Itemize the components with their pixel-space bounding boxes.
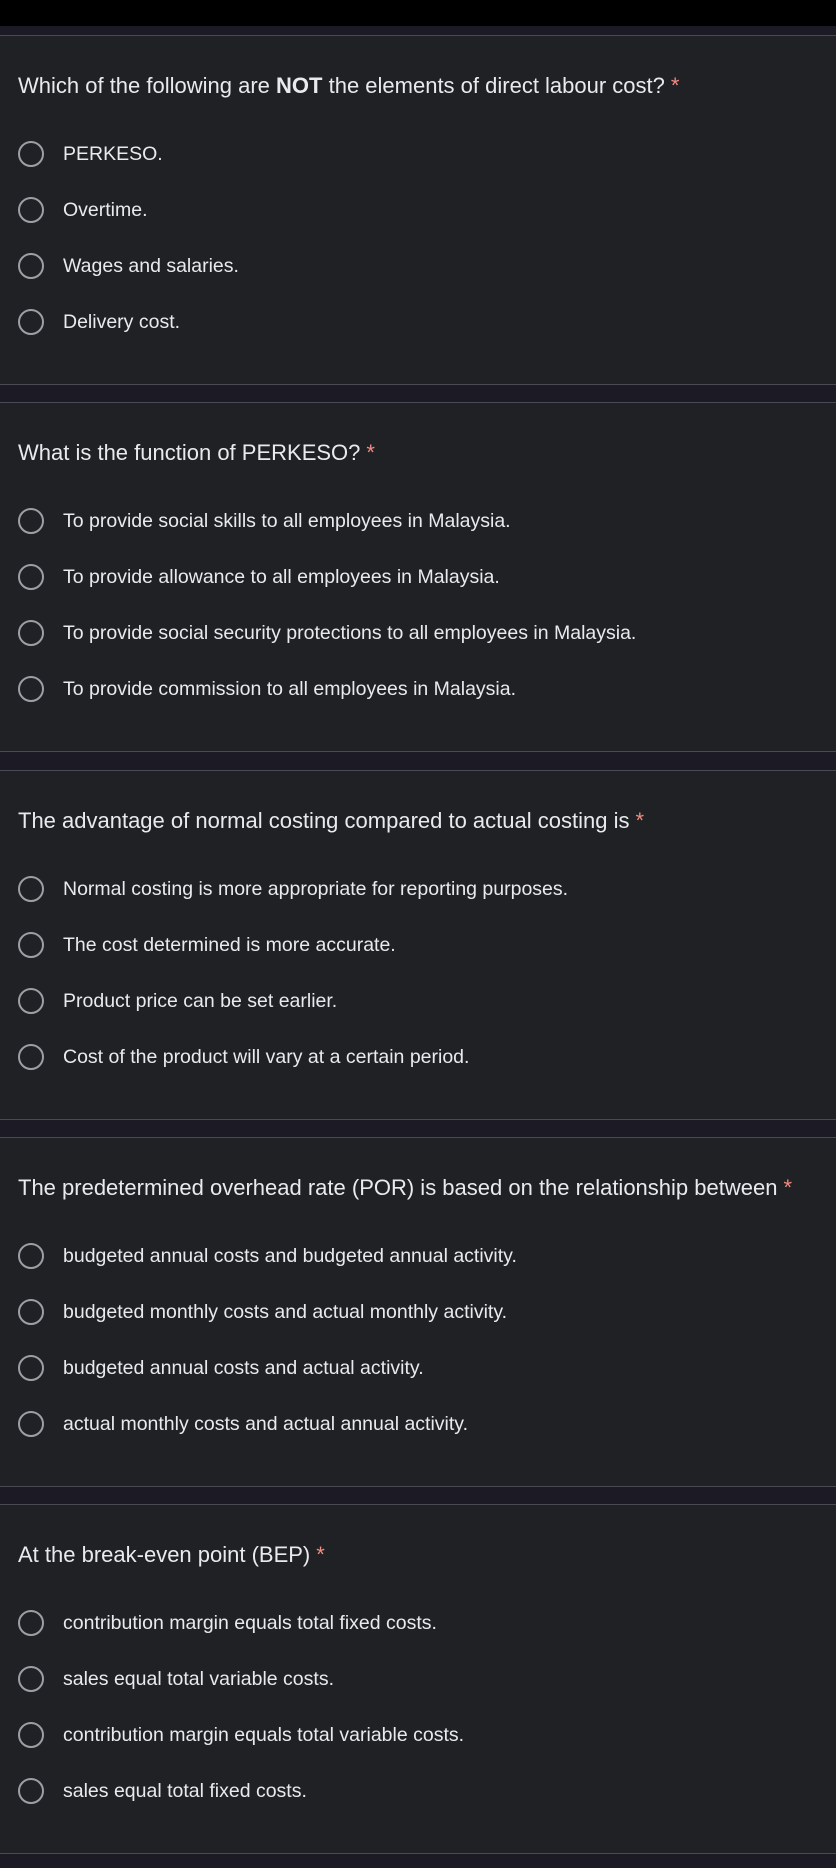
question-title: The predetermined overhead rate (POR) is based on the relationship between * (18, 1175, 793, 1200)
question-title: Which of the following are NOT the elements of direct labour cost? * (18, 73, 680, 98)
radio-option[interactable] (18, 986, 337, 1016)
radio-button[interactable] (18, 676, 44, 702)
radio-button[interactable] (18, 1299, 44, 1325)
option-label: sales equal total variable costs. (63, 1667, 334, 1690)
radio-option[interactable] (18, 251, 239, 281)
option-label: Overtime. (63, 198, 148, 221)
radio-option[interactable] (18, 1608, 437, 1638)
radio-option[interactable] (18, 1353, 424, 1383)
radio-option[interactable] (18, 930, 396, 960)
radio-option[interactable] (18, 1720, 464, 1750)
required-asterisk: * (366, 440, 375, 465)
radio-option[interactable] (18, 562, 500, 592)
option-label: To provide commission to all employees in Malaysia. (63, 677, 517, 700)
option-label: Wages and salaries. (63, 254, 239, 277)
option-label: budgeted monthly costs and actual monthly activity. (63, 1300, 508, 1323)
radio-option[interactable] (18, 1664, 334, 1694)
question-card (0, 35, 836, 385)
option-label: To provide social skills to all employees in Malaysia. (63, 509, 511, 532)
question-card (0, 402, 836, 752)
option-label: Product price can be set earlier. (63, 989, 338, 1012)
radio-option[interactable] (18, 1297, 507, 1327)
radio-button[interactable] (18, 141, 44, 167)
option-label: actual monthly costs and actual annual activity. (63, 1412, 469, 1435)
option-label: budgeted annual costs and actual activity. (63, 1356, 424, 1379)
option-label: sales equal total fixed costs. (63, 1779, 307, 1802)
option-label: The cost determined is more accurate. (63, 933, 396, 956)
radio-option[interactable] (18, 195, 148, 225)
question-card (0, 1137, 836, 1487)
option-label: PERKESO. (63, 142, 163, 165)
radio-button[interactable] (18, 876, 44, 902)
top-bar (0, 0, 836, 26)
radio-button[interactable] (18, 1243, 44, 1269)
option-label: Delivery cost. (63, 310, 181, 333)
radio-option[interactable] (18, 674, 516, 704)
option-label: To provide social security protections to all employees in Malaysia. (63, 621, 637, 644)
radio-button[interactable] (18, 932, 44, 958)
radio-option[interactable] (18, 618, 636, 648)
question-card (0, 1504, 836, 1854)
radio-button[interactable] (18, 1666, 44, 1692)
radio-button[interactable] (18, 508, 44, 534)
radio-button[interactable] (18, 1355, 44, 1381)
radio-button[interactable] (18, 309, 44, 335)
radio-option[interactable] (18, 1042, 469, 1072)
required-asterisk: * (670, 73, 680, 98)
option-label: contribution margin equals total fixed costs. (63, 1611, 437, 1634)
option-label: Normal costing is more appropriate for reporting purposes. (63, 877, 569, 900)
option-label: contribution margin equals total variable costs. (63, 1723, 465, 1746)
radio-option[interactable] (18, 506, 511, 536)
radio-option[interactable] (18, 1409, 468, 1439)
required-asterisk: * (316, 1542, 325, 1567)
option-label: Cost of the product will vary at a certain period. (63, 1045, 470, 1068)
radio-button[interactable] (18, 1411, 44, 1437)
radio-button[interactable] (18, 1610, 44, 1636)
radio-button[interactable] (18, 988, 44, 1014)
radio-button[interactable] (18, 620, 44, 646)
option-label: budgeted annual costs and budgeted annual activity. (63, 1244, 517, 1267)
required-asterisk: * (783, 1175, 793, 1200)
radio-option[interactable] (18, 139, 163, 169)
radio-button[interactable] (18, 253, 44, 279)
required-asterisk: * (635, 808, 645, 833)
question-card (0, 770, 836, 1120)
radio-option[interactable] (18, 1776, 307, 1806)
question-title: The advantage of normal costing compared to actual costing is * (18, 808, 645, 833)
radio-button[interactable] (18, 197, 44, 223)
radio-option[interactable] (18, 874, 568, 904)
question-title: What is the function of PERKESO? * (18, 440, 375, 465)
radio-option[interactable] (18, 307, 180, 337)
radio-button[interactable] (18, 564, 44, 590)
radio-button[interactable] (18, 1722, 44, 1748)
question-title: At the break-even point (BEP) * (18, 1542, 325, 1567)
radio-button[interactable] (18, 1044, 44, 1070)
option-label: To provide allowance to all employees in Malaysia. (63, 565, 500, 588)
radio-button[interactable] (18, 1778, 44, 1804)
radio-option[interactable] (18, 1241, 517, 1271)
